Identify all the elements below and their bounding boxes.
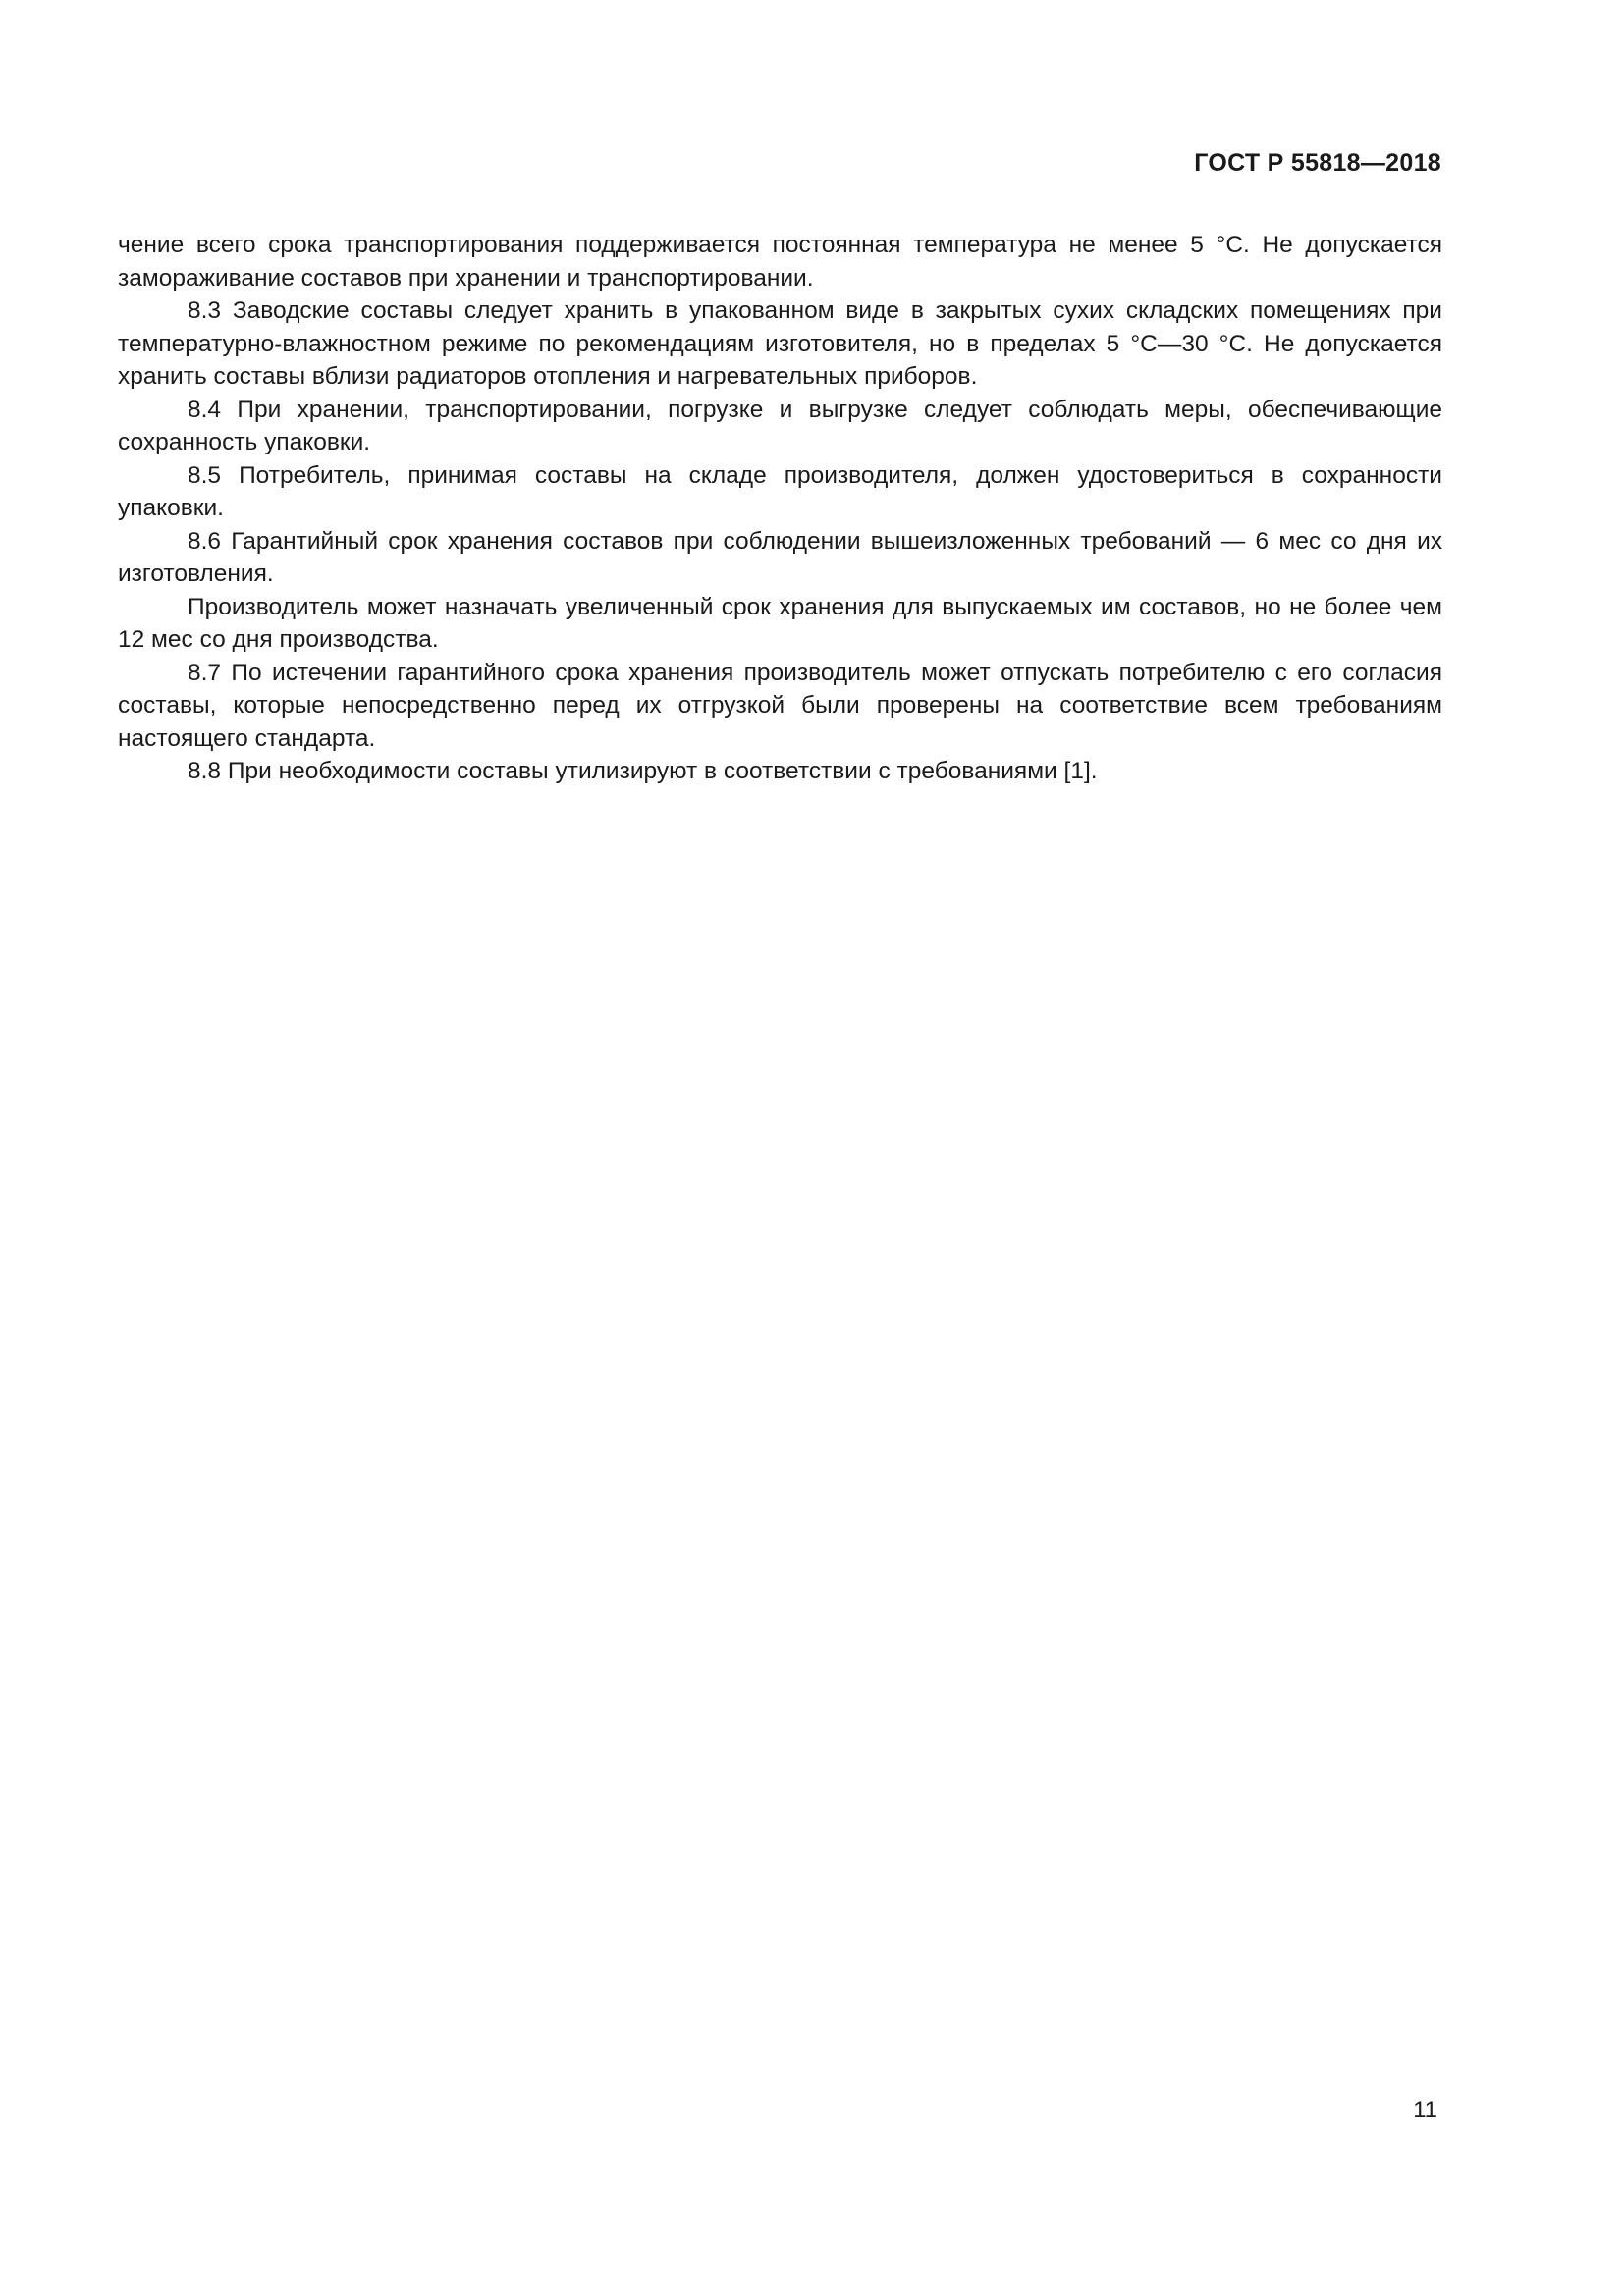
paragraph-8-5: 8.5 Потребитель, принимая составы на складе производителя, должен удостовериться в сохранности упаковки. — [118, 461, 1442, 521]
paragraph-8-8: 8.8 При необходимости составы утилизируют в соответствии с требованиями [1]. — [188, 758, 1098, 784]
paragraph-8-4: 8.4 При хранении, транспортировании, погрузке и выгрузке следует соблюдать меры, обеспечивающие сохранность упаковки. — [118, 396, 1442, 455]
paragraph-8-6-note: Производитель может назначать увеличенный срок хранения для выпускаемых им составов, но не более чем 12 мес со дня производства. — [118, 593, 1442, 653]
page-number: 11 — [1413, 2097, 1437, 2123]
paragraph-8-7: 8.7 По истечении гарантийного срока хранения производитель может отпускать потребителю с его согласия составы, которые непосредственно перед их отгрузкой были проверены на соответствие всем требованиям настоящего стандарта. — [118, 659, 1442, 752]
paragraph-continuation: чение всего срока транспортирования поддерживается постоянная температура не менее 5 °С. Не допускается замораживание составов при хранении и транспортировании. — [118, 232, 1442, 292]
paragraph-8-6: 8.6 Гарантийный срок хранения составов при соблюдении вышеизложенных требований — 6 мес со дня их изготовления. — [118, 527, 1442, 587]
paragraph-8-3: 8.3 Заводские составы следует хранить в упакованном виде в закрытых сухих складских помещениях при температурно-влажностном режиме по рекомендациям изготовителя, но в пределах 5 °С—30 °С. Не допускается хранить составы вблизи радиаторов отопления и нагревательных приборов. — [118, 297, 1442, 390]
document-body — [118, 229, 1442, 788]
document-header-id: ГОСТ Р 55818—2018 — [1194, 149, 1441, 177]
